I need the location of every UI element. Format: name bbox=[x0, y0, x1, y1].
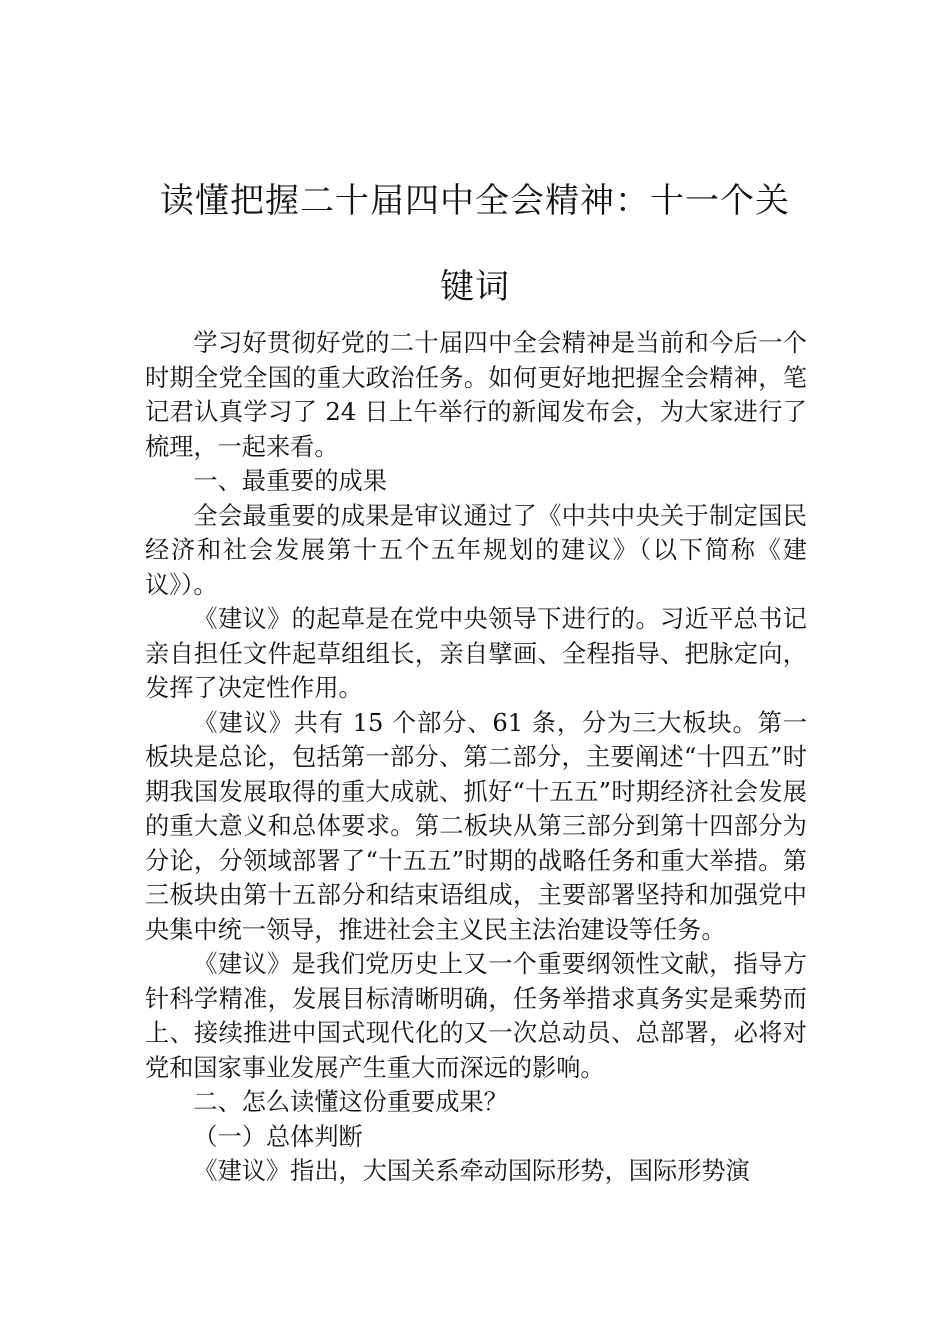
paragraph: 《建议》共有 15 个部分、61 条，分为三大板块。第一板块是总论，包括第一部分、第二部分，主要阐述“十四五”时期我国发展取得的重大成就、抓好“十五五”时期经济社会发展的重大意义和总体要求。第二板块从第三部分到第十四部分为分论，分领域部署了“十五五”时期的战略任务和重大举措。第三板块由第十五部分和结束语组成，主要部署坚持和加强党中央集中统一领导，推进社会主义民主法治建设等任务。 bbox=[145, 708, 807, 944]
subsection-heading: （一）总体判断 bbox=[193, 1122, 363, 1151]
paragraph: 《建议》是我们党历史上又一个重要纲领性文献，指导方针科学精准，发展目标清晰明确，任务举措求真务实是乘势而上、接续推进中国式现代化的又一次总动员、总部署，必将对党和国家事业发展产生重大而深远的影响。 bbox=[145, 950, 807, 1082]
document-body bbox=[145, 326, 807, 1189]
document-title: 读懂把握二十届四中全会精神：十一个关键词 bbox=[160, 181, 790, 307]
paragraph-intro: 学习好贯彻好党的二十届四中全会精神是当前和今后一个时期全党全国的重大政治任务。如何更好地把握全会精神，笔记君认真学习了 24 日上午举行的新闻发布会，为大家进行了梳理，一起来看。 bbox=[145, 329, 807, 461]
paragraph: 全会最重要的成果是审议通过了《中共中央关于制定国民经济和社会发展第十五个五年规划的建议》（以下简称《建议》）。 bbox=[145, 501, 807, 599]
section-heading-1: 一、最重要的成果 bbox=[193, 467, 387, 495]
section-heading-2: 二、怎么读懂这份重要成果？ bbox=[193, 1088, 508, 1116]
paragraph: 《建议》指出，大国关系牵动国际形势，国际形势演 bbox=[193, 1157, 750, 1185]
paragraph: 《建议》的起草是在党中央领导下进行的。习近平总书记亲自担任文件起草组组长，亲自擘画、全程指导、把脉定向，发挥了决定性作用。 bbox=[145, 605, 807, 702]
